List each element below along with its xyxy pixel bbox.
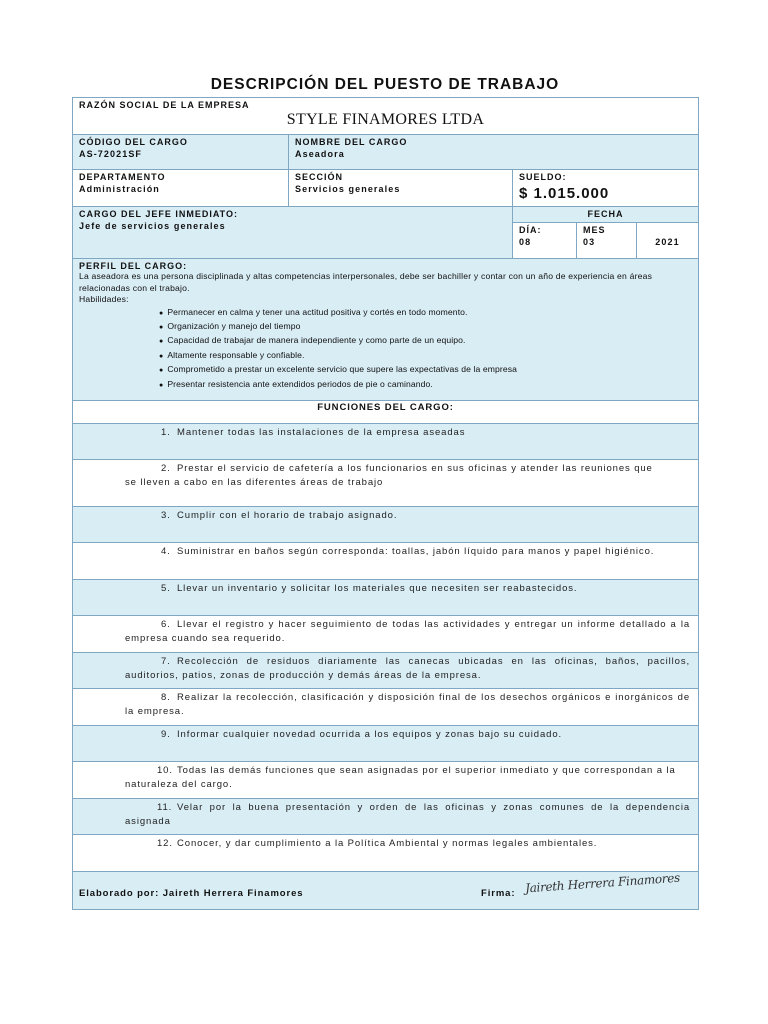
nombre-cell — [289, 135, 699, 170]
sueldo-value: $ 1.015.000 — [519, 185, 610, 202]
mes-label: MES — [583, 225, 606, 235]
fecha-label: FECHA — [587, 209, 624, 219]
nombre-value: Aseadora — [295, 149, 345, 159]
table-row: 10. Todas las demás funciones que sean asignadas por el superior inmediato y que correspondan a la naturaleza del cargo. — [73, 762, 699, 799]
jefe-label: CARGO DEL JEFE INMEDIATO: — [79, 209, 239, 219]
list-item: ● Capacidad de trabajar de manera independiente y como parte de un equipo. — [159, 334, 692, 348]
table-row: 5. Llevar un inventario y solicitar los materiales que necesiten ser reabastecidos. — [73, 580, 699, 616]
anio-value: 2021 — [655, 236, 680, 247]
anio-cell — [637, 223, 699, 259]
dia-cell — [513, 223, 577, 259]
company-label: RAZÓN SOCIAL DE LA EMPRESA — [79, 100, 250, 110]
perfil-description: La aseadora es una persona disciplinada y altas competencias interpersonales, debe ser bachiller y contar con un año de experiencia en áreas relacionadas con el trabajo. — [79, 271, 653, 293]
sueldo-cell — [513, 170, 699, 207]
job-description-form — [72, 97, 699, 910]
dia-value: 08 — [519, 237, 532, 247]
table-row: 1. Mantener todas las instalaciones de la empresa aseadas — [73, 424, 699, 460]
list-item: ● Permanecer en calma y tener una actitud positiva y cortés en todo momento. — [159, 306, 692, 320]
habilidades-label: Habilidades: — [79, 294, 129, 304]
table-row: 3. Cumplir con el horario de trabajo asignado. — [73, 507, 699, 543]
codigo-label: CÓDIGO DEL CARGO — [79, 137, 188, 147]
table-row: 7. Recolección de residuos diariamente las canecas ubicadas en las oficinas, baños, pacillos, auditorios, patios, zonas de producción y demás áreas de la empresa. — [73, 653, 699, 689]
habilidades-list — [159, 306, 692, 392]
fecha-header — [513, 207, 699, 223]
company-name: STYLE FINAMORES LTDA — [286, 111, 485, 128]
table-row: 6. Llevar el registro y hacer seguimiento de todas las actividades y entregar un informe detallado a la empresa cuando sea requerido. — [73, 616, 699, 653]
funciones-header: FUNCIONES DEL CARGO: — [73, 401, 699, 424]
sueldo-label: SUELDO: — [519, 172, 567, 182]
firma-label: Firma: — [481, 888, 516, 899]
mes-value: 03 — [583, 237, 596, 247]
list-item: ● Comprometido a prestar un excelente servicio que supere las expectativas de la empresa — [159, 363, 692, 377]
list-item: ● Organización y manejo del tiempo — [159, 320, 692, 334]
perfil-label: PERFIL DEL CARGO: — [79, 261, 188, 271]
jefe-cell — [73, 207, 513, 259]
mes-cell — [577, 223, 637, 259]
table-row: 11. Velar por la buena presentación y orden de las oficinas y zonas comunes de la dependencia asignada — [73, 799, 699, 835]
list-item: ● Presentar resistencia ante extendidos periodos de pie o caminando. — [159, 378, 692, 392]
seccion-value: Servicios generales — [295, 184, 401, 194]
dia-label: DÍA: — [519, 225, 542, 235]
seccion-cell — [289, 170, 513, 207]
departamento-value: Administración — [79, 184, 160, 194]
table-row: 12. Conocer, y dar cumplimiento a la Política Ambiental y normas legales ambientales. — [73, 835, 699, 872]
table-row: 9. Informar cualquier novedad ocurrida a los equipos y zonas bajo su cuidado. — [73, 726, 699, 762]
jefe-value: Jefe de servicios generales — [79, 221, 226, 231]
seccion-label: SECCIÓN — [295, 172, 344, 182]
departamento-label: DEPARTAMENTO — [79, 172, 166, 182]
footer-cell — [73, 872, 699, 910]
signature: Jaireth Herrera Finamores — [524, 870, 681, 896]
departamento-cell — [73, 170, 289, 207]
elaborado-por: Elaborado por: Jaireth Herrera Finamores — [79, 888, 304, 899]
page-title: DESCRIPCIÓN DEL PUESTO DE TRABAJO — [210, 76, 560, 93]
table-row: 2. Prestar el servicio de cafetería a los funcionarios en sus oficinas y atender las reuniones que se lleven a cabo en las diferentes áreas de trabajo — [73, 460, 699, 507]
nombre-label: NOMBRE DEL CARGO — [295, 137, 408, 147]
company-cell — [73, 98, 699, 135]
table-row: 8. Realizar la recolección, clasificación y disposición final de los desechos orgánicos e inorgánicos de la empresa. — [73, 689, 699, 726]
table-row: 4. Suministrar en baños según corresponda: toallas, jabón líquido para manos y papel higiénico. — [73, 543, 699, 580]
codigo-cell — [73, 135, 289, 170]
perfil-cell — [73, 259, 699, 401]
codigo-value: AS-72021SF — [79, 149, 143, 159]
list-item: ● Altamente responsable y confiable. — [159, 349, 692, 363]
